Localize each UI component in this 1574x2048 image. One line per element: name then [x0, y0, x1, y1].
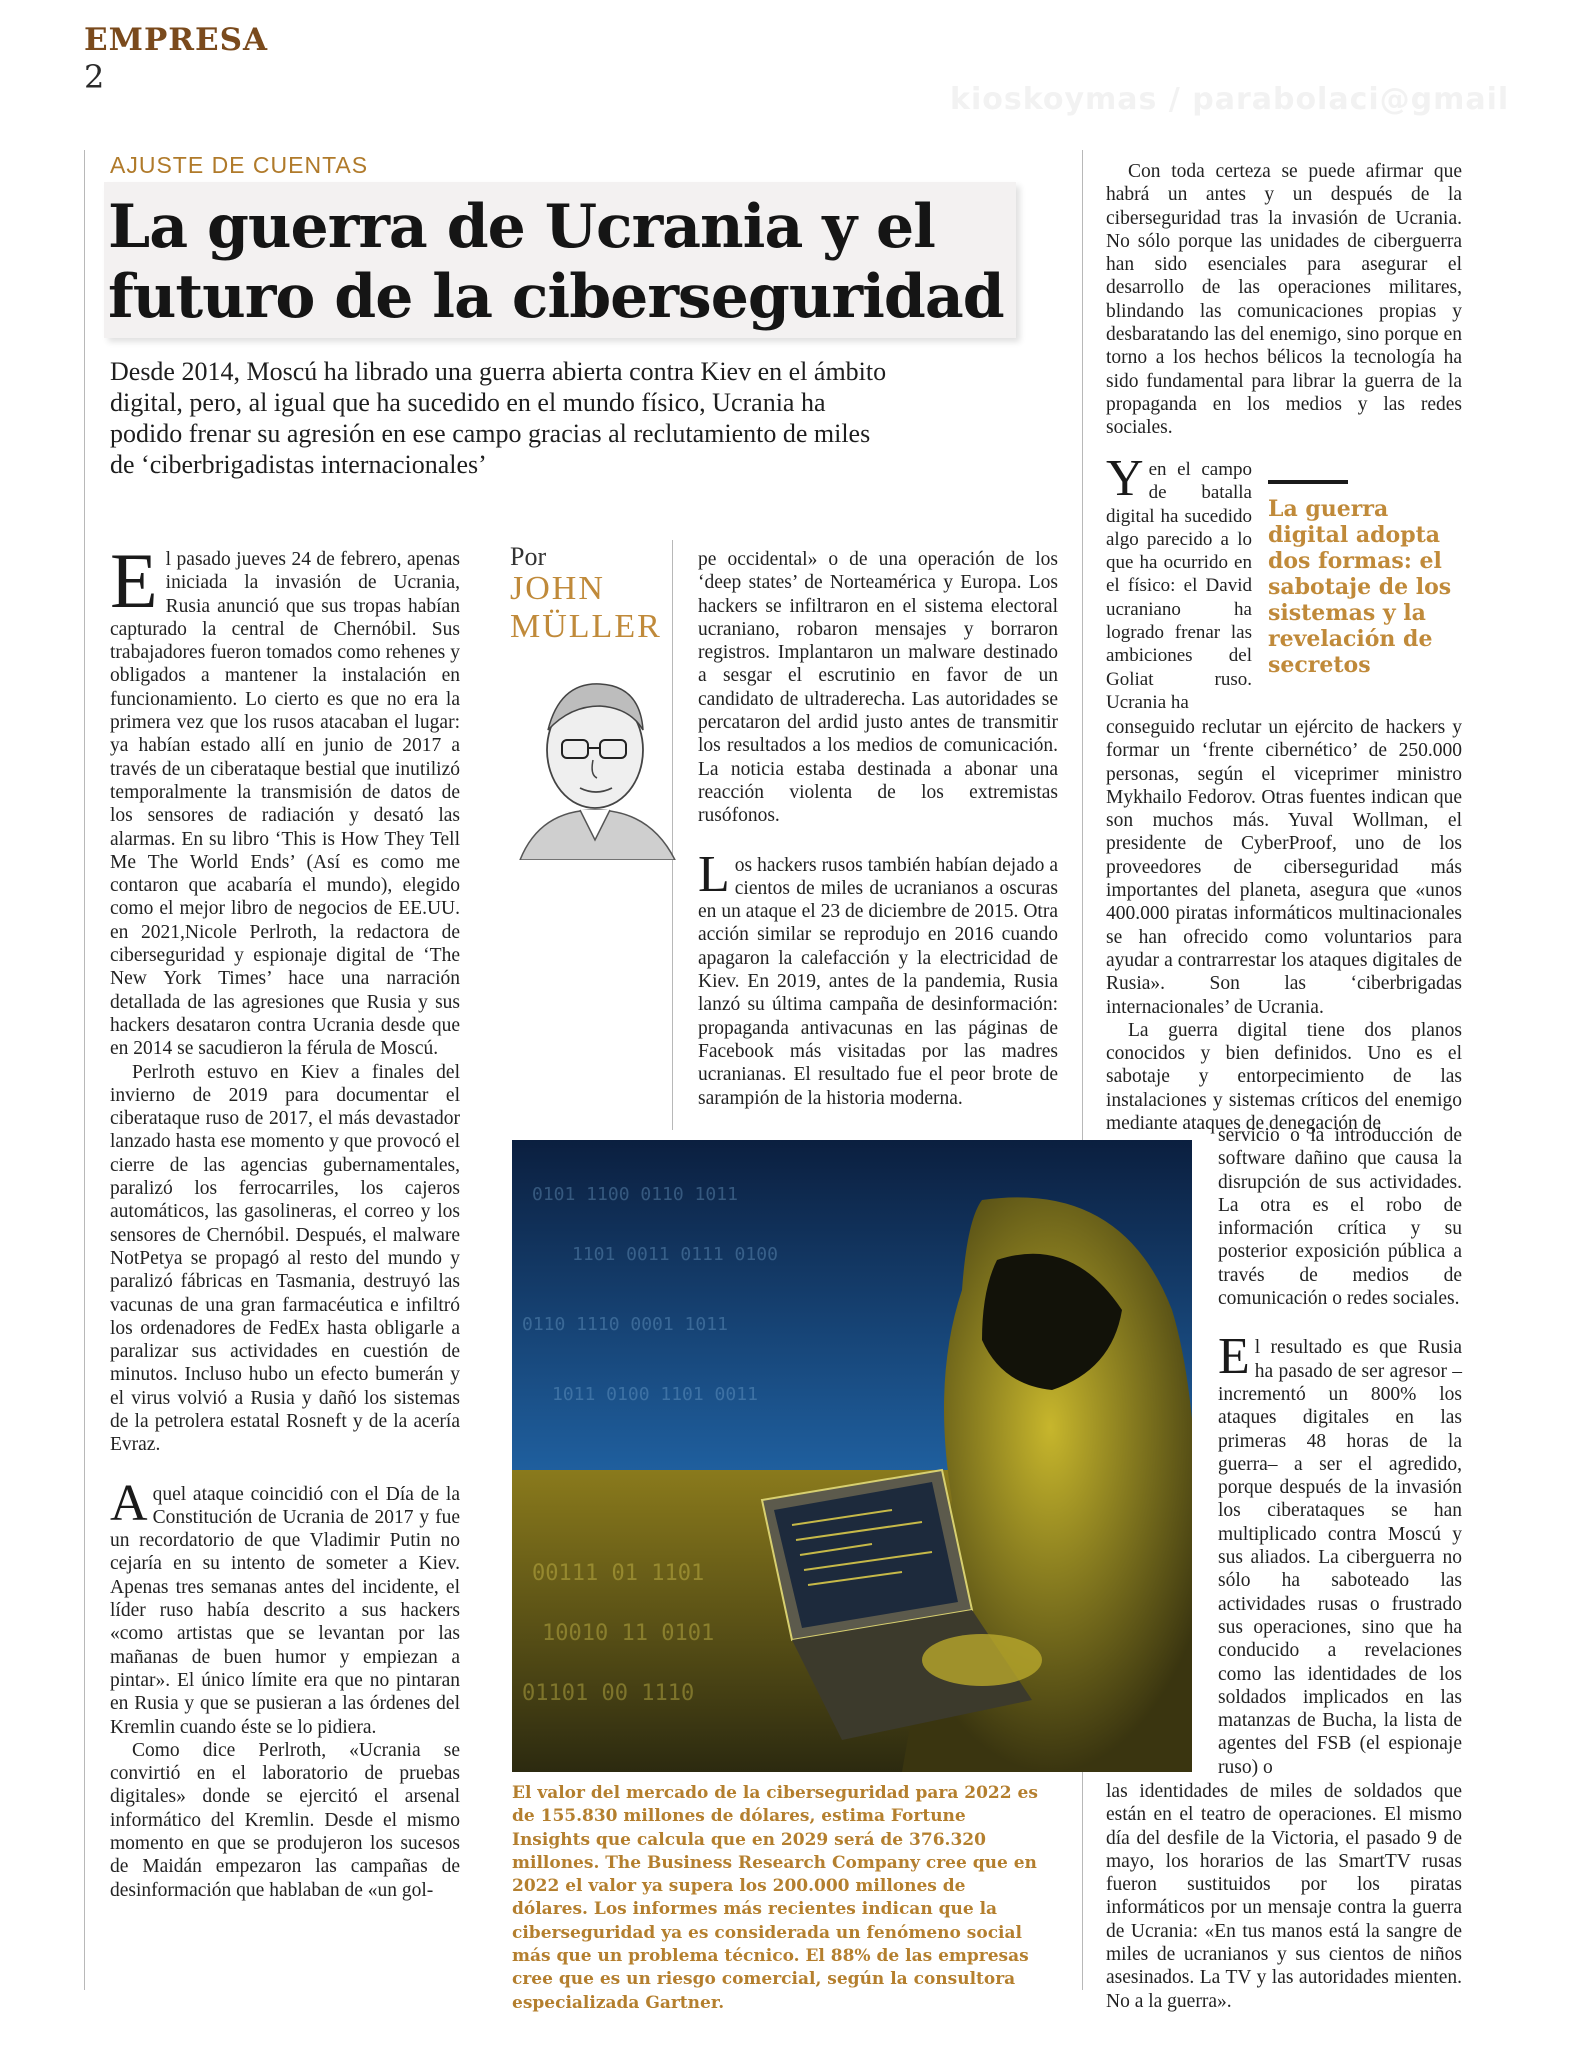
- paragraph: pe occidental» o de una operación de los ‘deep states’ de Norteamérica y Europa. Los hackers se infiltraron en el sistema electoral ucraniano, robaron mensajes y borraron registros. Implantaron un malware destinado a sesgar el escrutinio en favor de un candidato de ultraderecha. Las autoridades se percataron del ardid justo antes de transmitir los resultados a los medios de comunicación. La noticia estaba destinada a abonar una reacción violenta de los extremistas rusófonos.: [698, 549, 1058, 827]
- drop-cap: A: [110, 1474, 148, 1532]
- paragraph-text: l pasado jueves 24 de febrero, apenas iniciada la invasión de Ucrania, Rusia anunció que sus tropas habían capturado la central de Chernóbil. Sus trabajadores fueron tomados como rehenes y obligados a mantener la instalación en funcionamiento. Lo cierto es que no era la primera vez que los rusos atacaban el lugar: ya habían estado allí en junio de 2017 a través de un ciberataque bestial que inutilizó temporalmente la transmisión de datos de los sensores de radiación y desató las alarmas. En su libro ‘This is How They Tell Me The World Ends’ (Así es como me contaron que acabaría el mundo), elegido como el mejor libro de negocios de EE.UU. en 2021,Nicole Perlroth, la redactora de ciberseguridad y espionaje digital de ‘The New York Times’ hace una narración detallada de las agresiones que Rusia y sus hackers desataron contra Ucrania desde que en 2014 se sacudieron la férula de Moscú.: [110, 549, 460, 1060]
- svg-text:0110 1110 0001 1011: 0110 1110 0001 1011: [522, 1314, 728, 1335]
- svg-text:10010 11 0101: 10010 11 0101: [542, 1621, 715, 1646]
- drop-cap: L: [698, 845, 730, 903]
- svg-text:1101 0011 0111 0100: 1101 0011 0111 0100: [572, 1244, 778, 1265]
- kicker: AJUSTE DE CUENTAS: [110, 152, 369, 178]
- svg-text:00111 01 1101: 00111 01 1101: [532, 1561, 705, 1586]
- paragraph: Perlroth estuvo en Kiev a finales del invierno de 2019 para documentar el ciberataque ruso de 2017, el más devastador lanzado hasta ese momento y que provocó el cierre de las agencias gubernamentales, paralizó los ferrocarriles, los cajeros automáticos, las gasolineras, el correo y los sensores de Chernóbil. Después, el malware NotPetya se propagó al resto del mundo y paralizó fábricas en Tasmania, destruyó las vacunas de una gran farmacéutica e infiltró los ordenadores de FedEx hasta obligarle a paralizar sus actividades en cuestión de minutos. Incluso hubo un efecto bumerán y el virus volvió a Rusia y dañó los sistemas de la petrolera estatal Rosneft y de la acería Evraz.: [110, 1061, 460, 1456]
- svg-text:01101 00 1110: 01101 00 1110: [522, 1681, 695, 1706]
- paragraph: [1106, 450, 1252, 714]
- page-number: 2: [84, 58, 105, 96]
- section-name: EMPRESA: [84, 22, 269, 58]
- hacker-ukraine-flag-photo: [512, 1140, 1192, 1772]
- drop-cap: Y: [1106, 450, 1144, 507]
- paragraph: las identidades de miles de soldados que están en el teatro de operaciones. El mismo día del desfile de la Victoria, el pasado 9 de mayo, los horarios de las SmartTV rusas fueron sustituidos por los piratas informáticos por un mensaje contra la guerra de Ucrania: «En tus manos está la sangre de miles de ucranianos y sus cientos de niños asesinados. La TV y las autoridades mienten. No a la guerra».: [1106, 1781, 1462, 2012]
- svg-text:1011 0100 1101 0011: 1011 0100 1101 0011: [552, 1384, 758, 1405]
- paragraph: [698, 845, 1058, 1110]
- paragraph-text: quel ataque coincidió con el Día de la Constitución de Ucrania de 2017 y fue un recordatorio de que Vladimir Putin no cejaría en su intento de someter a Kiev. Apenas tres semanas antes del incidente, el líder ruso había descrito a sus hackers «como artistas que se levantan por las mañanas de buen humor y empiezan a pintar». El único límite era que no pintaran en Rusia y que se pusieran a las órdenes del Kremlin cuando éste se lo pidiera.: [110, 1483, 460, 1738]
- paragraph: Con toda certeza se puede afirmar que habrá un antes y un después de la ciberseguridad tras la invasión de Ucrania. No sólo porque las unidades de ciberguerra han sido esenciales para asegurar el desarrollo de las operaciones militares, blindando las comunicaciones propias y desbaratando las del enemigo, sino porque en torno a los hechos bélicos la tecnología ha sido fundamental para librar la guerra de la propaganda en los medios y las redes sociales.: [1106, 161, 1462, 439]
- paragraph-text: os hackers rusos también habían dejado a cientos de miles de ucranianos a oscuras en un ataque el 23 de diciembre de 2015. Otra acción similar se reprodujo en 2016 cuando apagaron la calefacción y la electricidad de Kiev. En 2019, antes de la pandemia, Rusia lanzó su última campaña de desinformación: propaganda antivacunas en las páginas de Facebook más visitadas por las madres ucranianas. El resultado fue el peor brote de sarampión de la historia moderna.: [698, 854, 1058, 1109]
- column-3-bottom: [1106, 1780, 1462, 2013]
- headline: La guerra de Ucrania y el futuro de la ciberseguridad: [108, 192, 1004, 332]
- standfirst: Desde 2014, Moscú ha librado una guerra abierta contra Kiev en el ámbito digital, pero, al igual que ha sucedido en el mundo físico, Ucrania ha podido frenar su agresión en ese campo gracias al reclutamiento de miles de ‘ciberbrigadistas internacionales’: [110, 357, 887, 479]
- author-portrait-illustration: [500, 660, 690, 860]
- paragraph: La guerra digital tiene dos planos conocidos y bien definidos. Uno es el sabotaje y entorpecimiento de las instalaciones y sistemas críticos del enemigo mediante ataques de denegación de: [1106, 1019, 1462, 1135]
- paragraph: [1218, 1328, 1462, 1779]
- photo-caption: El valor del mercado de la ciberseguridad para 2022 es de 155.830 millones de dólares, estima Fortune Insights que calcula que en 2029 será de 376.320 millones. The Business Research Company cree que en 2022 el valor ya supera los 200.000 millones de dólares. Los informes más recientes indican que la ciberseguridad ya es considerada un fenómeno social más que un problema técnico. El 88% de las empresas cree que es un riesgo comercial, según la consultora especializada Gartner.: [512, 1783, 1038, 2013]
- column-3-wrap: [1106, 450, 1252, 714]
- drop-cap: E: [1218, 1328, 1250, 1386]
- drop-cap: E: [110, 537, 158, 624]
- paragraph-text: en el campo de batalla digital ha sucedido algo parecido a lo que ha ocurrido en el físico: el David ucraniano ha logrado frenar las ambiciones del Goliat ruso. Ucrania ha: [1106, 459, 1252, 713]
- paragraph-text: l resultado es que Rusia ha pasado de ser agresor –incrementó un 800% los ataques digitales en las primeras 48 horas de la guerra– a ser el agredido, porque después de la invasión los ciberataques se han multiplicado contra Moscú y sus aliados. La ciberguerra no sólo ha saboteado las actividades rusas o frustrado sus operaciones, sino que ha conducido a revelaciones como las identidades de los soldados implicados en las matanzas de Bucha, la lista de agentes del FSB (el espionaje ruso) o: [1218, 1337, 1462, 1778]
- paragraph: [110, 537, 460, 1061]
- pullquote: La guerra digital adopta dos formas: el sabotaje de los sistemas y la revelación de secretos: [1268, 496, 1452, 678]
- byline-prefix: Por: [510, 542, 547, 571]
- paragraph: servicio o la introducción de software dañino que causa la disrupción de sus actividades. La otra es el robo de información crítica y su posterior exposición pública a través de medios de comunicación o redes sociales.: [1218, 1125, 1462, 1310]
- svg-text:0101 1100 0110 1011: 0101 1100 0110 1011: [532, 1184, 738, 1205]
- pullquote-rule: [1268, 480, 1348, 484]
- watermark: kioskoymas / parabolaci@gmail: [950, 82, 1510, 117]
- paragraph: Como dice Perlroth, «Ucrania se convirtió en el laboratorio de pruebas digitales» donde se ejercitó el arsenal informático del Kremlin. Desde el mismo momento en que se produjeron los sucesos de Maidán empezaron las campañas de desinformación que hablaban de «un gol-: [110, 1739, 460, 1901]
- column-1: [110, 537, 460, 1902]
- column-2: [698, 548, 1058, 1110]
- byline-name: JOHN MÜLLER: [510, 570, 662, 645]
- column-3-photo-wrap: [1218, 1124, 1462, 1779]
- column-rule-left: [84, 150, 85, 1990]
- paragraph: conseguido reclutar un ejército de hackers y formar un ‘frente cibernético’ de 250.000 personas, según el viceprimer ministro Mykhailo Fedorov. Otras fuentes indican que son muchos más. Yuval Wollman, el presidente de CyberProof, uno de los proveedores de ciberseguridad más importantes del planeta, asegura que «unos 400.000 piratas informáticos multinacionales se han ofrecido como voluntarios para ayudar a contrarrestar los ataques digitales de Rusia». Son las ‘ciberbrigadas internacionales’ de Ucrania.: [1106, 717, 1462, 1018]
- column-3-mid: [1106, 716, 1462, 1135]
- column-3-top: [1106, 160, 1462, 440]
- paragraph: [110, 1474, 460, 1739]
